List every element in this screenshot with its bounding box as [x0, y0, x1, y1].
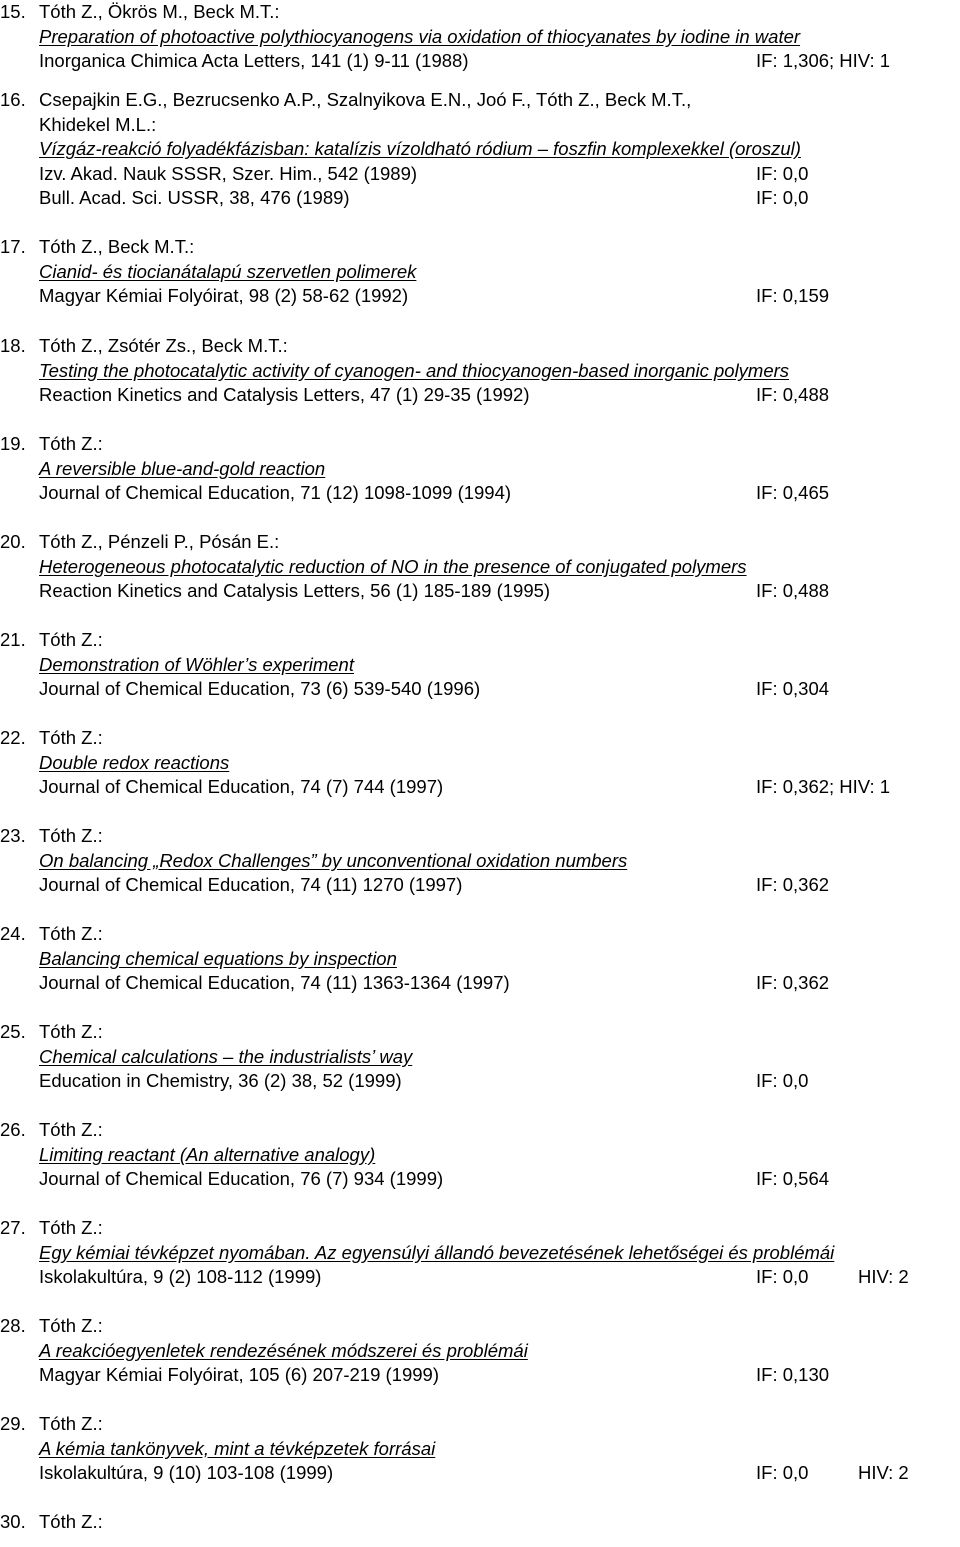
entry-line	[0, 1461, 960, 1486]
entry-authors: Tóth Z.:	[39, 1021, 103, 1042]
entry-citation: Journal of Chemical Education, 74 (11) 1270 (1997)	[39, 874, 463, 895]
entry-authors: Tóth Z., Zsótér Zs., Beck M.T.:	[39, 335, 288, 356]
impact-factor: IF: 1,306; HIV: 1	[756, 50, 891, 71]
entry-title: Heterogeneous photocatalytic reduction of NO in the presence of conjugated polymers	[39, 555, 747, 577]
entry-line	[0, 677, 960, 702]
entry-line	[0, 530, 960, 555]
impact-factor: IF: 0,0	[756, 162, 809, 184]
entry-number: 28.	[0, 1315, 26, 1336]
entry-title: Chemical calculations – the industrialists’ way	[39, 1045, 413, 1067]
entry-number: 19.	[0, 433, 26, 454]
entry-line	[0, 1045, 960, 1070]
entry-title: Cianid- és tiocianátalapú szervetlen polimerek	[39, 260, 417, 282]
publication-entry	[0, 235, 960, 309]
entry-number: 24.	[0, 923, 26, 944]
citation-count: HIV: 2	[858, 1266, 909, 1287]
entry-authors: Tóth Z.:	[39, 1119, 103, 1140]
publication-entry	[0, 1412, 960, 1486]
entry-line	[0, 1314, 960, 1339]
publication-entry	[0, 0, 960, 74]
entry-authors: Khidekel M.L.:	[39, 113, 157, 135]
impact-factor: IF: 0,304	[756, 678, 830, 699]
entry-title: Limiting reactant (An alternative analogy)	[39, 1143, 376, 1165]
entry-line	[0, 922, 960, 947]
entry-line	[0, 0, 960, 25]
entry-line	[0, 186, 960, 211]
entry-citation: Reaction Kinetics and Catalysis Letters, 56 (1) 185-189 (1995)	[39, 580, 551, 601]
entry-title: Preparation of photoactive polythiocyanogens via oxidation of thiocyanates by iodine in water	[39, 25, 801, 47]
impact-factor: IF: 0,130	[756, 1364, 830, 1385]
entry-citation: Izv. Akad. Nauk SSSR, Szer. Him., 542 (1989)	[39, 162, 418, 184]
entry-number: 29.	[0, 1413, 26, 1434]
entry-number: 27.	[0, 1217, 26, 1238]
entry-line	[0, 1020, 960, 1045]
entry-line	[0, 1118, 960, 1143]
publication-entry	[0, 628, 960, 702]
entry-authors: Tóth Z.:	[39, 433, 103, 454]
entry-line	[0, 1510, 960, 1535]
entry-line	[0, 383, 960, 408]
publication-entry	[0, 88, 960, 211]
entry-authors: Tóth Z.:	[39, 727, 103, 748]
entry-line	[0, 579, 960, 604]
entry-line	[0, 1437, 960, 1462]
entry-line	[0, 653, 960, 678]
entry-citation: Journal of Chemical Education, 76 (7) 934 (1999)	[39, 1168, 444, 1189]
entry-line	[0, 359, 960, 384]
entry-line	[0, 1069, 960, 1094]
publication-entry	[0, 726, 960, 800]
entry-citation: Inorganica Chimica Acta Letters, 141 (1) 9-11 (1988)	[39, 50, 469, 71]
entry-line	[0, 873, 960, 898]
impact-factor: IF: 0,159	[756, 285, 830, 306]
entry-line	[0, 947, 960, 972]
publication-entry	[0, 432, 960, 506]
entry-line	[0, 432, 960, 457]
entry-line	[0, 49, 960, 74]
entry-line	[0, 751, 960, 776]
publication-entry	[0, 334, 960, 408]
entry-line	[0, 25, 960, 50]
entry-title: Demonstration of Wöhler’s experiment	[39, 653, 354, 675]
entry-line	[0, 971, 960, 996]
entry-citation: Iskolakultúra, 9 (2) 108-112 (1999)	[39, 1266, 322, 1287]
entry-line	[0, 284, 960, 309]
entry-number: 17.	[0, 236, 26, 257]
entry-title: A kémia tankönyvek, mint a tévképzetek forrásai	[39, 1437, 436, 1459]
entry-number: 18.	[0, 335, 26, 356]
entry-line	[0, 726, 960, 751]
entry-number: 22.	[0, 727, 26, 748]
impact-factor: IF: 0,0	[756, 1266, 809, 1287]
entry-citation: Journal of Chemical Education, 71 (12) 1098-1099 (1994)	[39, 482, 512, 503]
entry-line	[0, 1339, 960, 1364]
entry-citation: Iskolakultúra, 9 (10) 103-108 (1999)	[39, 1462, 334, 1483]
publication-entry	[0, 922, 960, 996]
entry-line	[0, 137, 960, 162]
publication-entry	[0, 530, 960, 604]
entry-line	[0, 1412, 960, 1437]
entry-citation: Journal of Chemical Education, 73 (6) 539-540 (1996)	[39, 678, 481, 699]
entry-line	[0, 113, 960, 138]
entry-citation: Reaction Kinetics and Catalysis Letters, 47 (1) 29-35 (1992)	[39, 384, 530, 405]
entry-title: Balancing chemical equations by inspection	[39, 947, 397, 969]
entry-title: A reakcióegyenletek rendezésének módszerei és problémái	[39, 1339, 528, 1361]
entry-line	[0, 1216, 960, 1241]
impact-factor: IF: 0,0	[756, 1462, 809, 1483]
entry-line	[0, 457, 960, 482]
entry-title: Double redox reactions	[39, 751, 230, 773]
entry-line	[0, 334, 960, 359]
entry-authors: Tóth Z.:	[39, 629, 103, 650]
entry-number: 20.	[0, 531, 26, 552]
entry-line	[0, 260, 960, 285]
entry-number: 30.	[0, 1511, 26, 1532]
publication-entry	[0, 1314, 960, 1388]
entry-line	[0, 162, 960, 187]
entry-line	[0, 555, 960, 580]
entry-title: Vízgáz-reakció folyadékfázisban: katalízis vízoldható ródium – foszfin komplexekkel (oroszul)	[39, 138, 801, 159]
impact-factor: IF: 0,465	[756, 482, 830, 503]
entry-line	[0, 1241, 960, 1266]
entry-number: 23.	[0, 825, 26, 846]
entry-line	[0, 849, 960, 874]
impact-factor: IF: 0,488	[756, 580, 830, 601]
entry-authors: Tóth Z.:	[39, 825, 103, 846]
entry-citation: Journal of Chemical Education, 74 (7) 744 (1997)	[39, 776, 444, 797]
entry-number: 25.	[0, 1021, 26, 1042]
entry-title: A reversible blue-and-gold reaction	[39, 457, 326, 479]
impact-factor: IF: 0,362; HIV: 1	[756, 776, 891, 797]
entry-line	[0, 481, 960, 506]
publication-entry	[0, 1020, 960, 1094]
impact-factor: IF: 0,362	[756, 972, 830, 993]
impact-factor: IF: 0,488	[756, 384, 830, 405]
entry-title: Testing the photocatalytic activity of cyanogen- and thiocyanogen-based inorganic polymers	[39, 359, 790, 381]
citation-count: HIV: 2	[858, 1462, 909, 1483]
entry-authors: Tóth Z.:	[39, 1413, 103, 1434]
impact-factor: IF: 0,0	[756, 187, 809, 208]
entry-citation: Bull. Acad. Sci. USSR, 38, 476 (1989)	[39, 187, 350, 208]
entry-citation: Education in Chemistry, 36 (2) 38, 52 (1999)	[39, 1070, 402, 1091]
entry-number: 16.	[0, 89, 26, 110]
entry-authors: Tóth Z., Ökrös M., Beck M.T.:	[39, 1, 280, 22]
entry-line	[0, 775, 960, 800]
entry-line	[0, 824, 960, 849]
entry-line	[0, 1167, 960, 1192]
publication-entry	[0, 824, 960, 898]
entry-line	[0, 235, 960, 260]
entry-line	[0, 1363, 960, 1388]
entry-citation: Journal of Chemical Education, 74 (11) 1363-1364 (1997)	[39, 972, 510, 993]
entry-authors: Tóth Z., Beck M.T.:	[39, 236, 195, 257]
entry-authors: Tóth Z.:	[39, 1315, 103, 1336]
entry-number: 21.	[0, 629, 26, 650]
entry-title: Egy kémiai tévképzet nyomában. Az egyensúlyi állandó bevezetésének lehetőségei és problémái	[39, 1241, 835, 1263]
entry-line	[0, 1265, 960, 1290]
impact-factor: IF: 0,362	[756, 874, 830, 895]
entry-authors: Tóth Z., Pénzeli P., Pósán E.:	[39, 531, 280, 552]
publication-entry	[0, 1118, 960, 1192]
impact-factor: IF: 0,0	[756, 1070, 809, 1091]
entry-authors: Tóth Z.:	[39, 1217, 103, 1238]
publication-entry	[0, 1510, 960, 1535]
impact-factor: IF: 0,564	[756, 1168, 830, 1189]
entry-authors: Csepajkin E.G., Bezrucsenko A.P., Szalnyikova E.N., Joó F., Tóth Z., Beck M.T.,	[39, 89, 692, 110]
entry-authors: Tóth Z.:	[39, 923, 103, 944]
entry-title: On balancing „Redox Challenges” by unconventional oxidation numbers	[39, 849, 628, 871]
entry-authors: Tóth Z.:	[39, 1511, 103, 1532]
entry-number: 26.	[0, 1119, 26, 1140]
entry-number: 15.	[0, 1, 26, 22]
entry-line	[0, 88, 960, 113]
entry-line	[0, 628, 960, 653]
entry-citation: Magyar Kémiai Folyóirat, 98 (2) 58-62 (1992)	[39, 285, 409, 306]
entry-line	[0, 1143, 960, 1168]
entry-citation: Magyar Kémiai Folyóirat, 105 (6) 207-219 (1999)	[39, 1364, 439, 1385]
publication-entry	[0, 1216, 960, 1290]
